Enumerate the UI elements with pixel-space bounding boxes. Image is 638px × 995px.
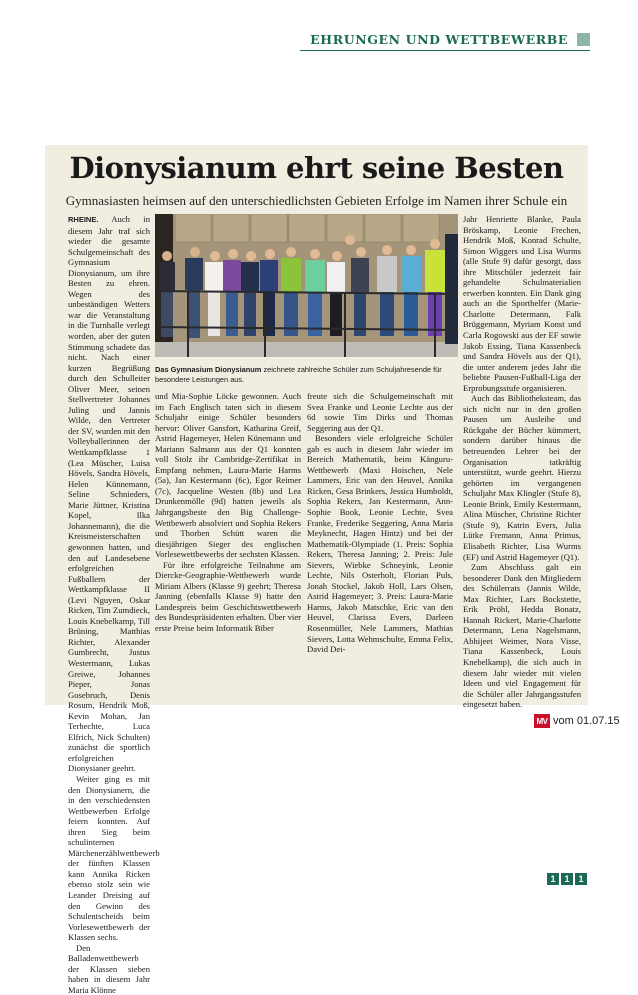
page-digit: 1 [547, 873, 559, 885]
mv-logo-icon: MV [534, 714, 550, 728]
page-number [547, 873, 587, 885]
article-column-3 [307, 391, 453, 655]
article-headline: Dionysianum ehrt seine Besten [69, 151, 564, 185]
caption-bold: Das Gymnasium Dionysianum [155, 365, 262, 374]
paragraph: Besonders viele erfolgreiche Schüler gab es auch in diesem Jahr wieder im Bereich Mathematik, beim Känguru-Wettbewerb (Maxi Hoischen, Nele Lammers, Eric van den Heuvel, Annika Ricken, Gesa Brinkers, Jessica Humboldt, Sophia Rekers, Jan Kestermann, Ann-Sophie Book, Leonie Lechte, Svea Franke, Frederike Seggering, Anna Maria Meyknecht, Hagen Hintz) und bei der Mathematik-Olympiade (1. Preis: Sophia Rekers, Theresa Janning; 2. Preis: Jule Sievers, Wiebke Schneyink, Leonie Lechte, Nils Osterholt, Florian Puls, Jonah Stockel, Jakob Holl, Lars Olsen, Astrid Hagemeyer; 3. Preis: Laura-Marie Harms, Jakob Matschke, Eric van den Heuvel, Clarissa Evers, Darleen Rosenmüller, Nele Lammers, Mathias Sievers, Lotta Wehmschulte, Emma Felix, David Dei- [307, 433, 453, 655]
paragraph: Weiter ging es mit den Dionysianern, die in den verschiedensten Wettbewerben Erfolge feiern konnten. Auf ihren Sieg beim schulinternen Märchenerzählwettbewerb der fünften Klassen kann Annika Ricken ebenso stolz sein wie Leander Dreising auf den Gewinn des Schulentscheids beim Vorlesewettbewerb der Klassen sechs. [68, 773, 160, 943]
article-subheadline: Gymnasiasten heimsen auf den unterschiedlichsten Gebieten Erfolge im Namen ihrer Schule ein [65, 193, 568, 208]
paragraph: freute sich die Schulgemeinschaft mit Svea Franke und Leonie Lechte aus der 6d sowie Tim Dirks und Thomas Seggering aus der Q1. [307, 391, 453, 433]
dateline: RHEINE. [68, 215, 99, 224]
article-column-2 [155, 391, 301, 634]
section-header [300, 28, 590, 51]
paragraph: Den Balladenwettbewerb der Klassen sieben haben in diesem Jahr Maria Klönne [68, 942, 150, 995]
paragraph: und Mia-Sophie Löcke gewonnen. Auch im Fach Englisch taten sich in diesem Schuljahr einige Schüler besonders hervor: Oliver Gansfort, Katharina Greif, Astrid Hagemeyer, Helen Künemann und Mariann Salmann aus der Q1 konnten voll Stolz ihr Cambridge-Zertifikat in Empfang nehmen, Laura-Marie Harms (5a), Jan Kestermann (6c), Egor Reimer (7c), Jacqueline Westen (8b) und Lea Drunkenmölle (9d) hatten jeweils als Jahrgangsbeste den Big Challenge-Wettbewerb absolviert und Sophia Rekers und Thorben Schütt waren die diesjährigen Sieger des englischen Vorlesewettbewerbs der sechsten Klassen. [155, 391, 301, 560]
article-photo [155, 214, 458, 357]
group-photo-image [155, 214, 458, 357]
paragraph: Auch das Bibliotheksteam, das sich nicht nur in den großen Pausen um Ausleihe und Rückgabe der Bücher kümmert, sondern darüber hinaus die betreuenden Lehrer bei der Organisation tatkräftig unterstützt, wurde geehrt. Hierzu gehörten im vergangenen Schuljahr Max Klingler (Stufe 8), Leonie Brink, Emily Kestermann, Alina Müscher, Christine Richter (Stufe 9), Katrin Evers, Julia Lütke Fremann, Anna Primus, Elisabeth Richter, Lisa Wurms (EF) und Astrid Hagemeyer (Q1). [463, 393, 581, 562]
paragraph: Zum Abschluss galt ein besonderer Dank den Mitgliedern des Schülerrats (Jannis Wilde, Max Richter, Lars Bockstette, Erik Pröhl, Hedda Bonatz, Hannah Rickert, Marie-Charlotte Determann, Lena Nagelsmann, Abhijeet Weimer, Nora Visse, Tiana Kassenbeck, Louis Knebelkamp), die sich auch in diesem Jahr wieder mit vielen Ideen und viel Engagement für die Schüler aller Jahrgangsstufen eingesetzt haben. [463, 562, 581, 710]
paragraph: Jahr Henriette Blanke, Paula Bröskamp, Leonie Frechen, Hendrik Moß, Konrad Schulte, Simon Wiggers und Lisa Wurms (alle Stufe 9) dafür gesorgt, dass ihre Mitschüler jederzeit fair gehandelte Schulmaterialien erwerben konnten. Ein Dank ging auch an die Sporthelfer (Marie-Charlotte Determann, Falk Brüggemann, Myriam Konst und Carla Rogowski aus der EF sowie Jakob Essing, Tiana Kassenbeck und Sandra Hövels aus der Q1), die unter anderem jedes Jahr die beliebte Pausen-Fußball-Liga der Erprobungsstufe organisieren. [463, 214, 581, 393]
caption-text: zeichnete zahlreiche Schüler zum Schuljahresende für besondere Leistungen aus. [155, 365, 442, 384]
photo-caption [155, 365, 458, 384]
paragraph: Für ihre erfolgreiche Teilnahme am Diercke-Geographie-Wettbewerb wurde Miriam Albers (Klasse 9) geehrt; Theresa Janning (ebenfalls Klasse 9) hatte den Landespreis beim Geschichtswettbewerb des Bundespräsidenten erhalten. Über vier erste Preise beim Informatik Biber [155, 559, 301, 634]
section-marker-square-icon [577, 33, 590, 46]
source-stamp [534, 714, 620, 728]
paragraph: Auch in diesem Jahr traf sich wieder die gesamte Schulgemeinschaft des Gymnasium Dionysianum, um ihre Besten zu ehren. Wegen des unbeständigen Wetters war die Veranstaltung in die Turnhalle verlegt worden, aber der guten Stimmung schadete das nicht. Nach einer kurzen Begrüßung durch den Schulleiter Oliver Meer, seinen Stellvertreter Johannes Juling und Jannis Wilde, den Vertreter der SV, wurden mit den Volleyballerinnen der Wettkampfklasse 1 (Lea Müscher, Luisa Hövels, Sandra Hövels, Helen Künnemann, Seline Schnieders, Marie Jüttner, Kristina Kopel, Ilka Johannemann), die die Kreismeisterschaften gewonnen hatten, und den auf Landesebene erfolgreichen Fußballern der Wettkampfklasse II (Levi Nguyen, Oskar Ricken, Tim Zumdieck, Louis Knebelkamp, Till Brüning, Matthias Richter, Alexander Gumbrecht, Justus Westermann, Lukas Greiwe, Johannes Pieper, Jonas Gosebruch, Denis Rosum, Hendrik Moß, Kevin Mohan, Jan Terhechte, Luca Elfrich, Nick Schulten) zunächst die sportlich erfolgreichen Dionysianer geehrt. [68, 214, 150, 774]
article-column-1 [68, 214, 160, 995]
section-title: EHRUNGEN UND WETTBEWERBE [310, 32, 568, 47]
page-digit: 1 [575, 873, 587, 885]
source-date: vom 01.07.15 [553, 715, 620, 727]
article-column-5 [463, 214, 581, 710]
page-digit: 1 [561, 873, 573, 885]
